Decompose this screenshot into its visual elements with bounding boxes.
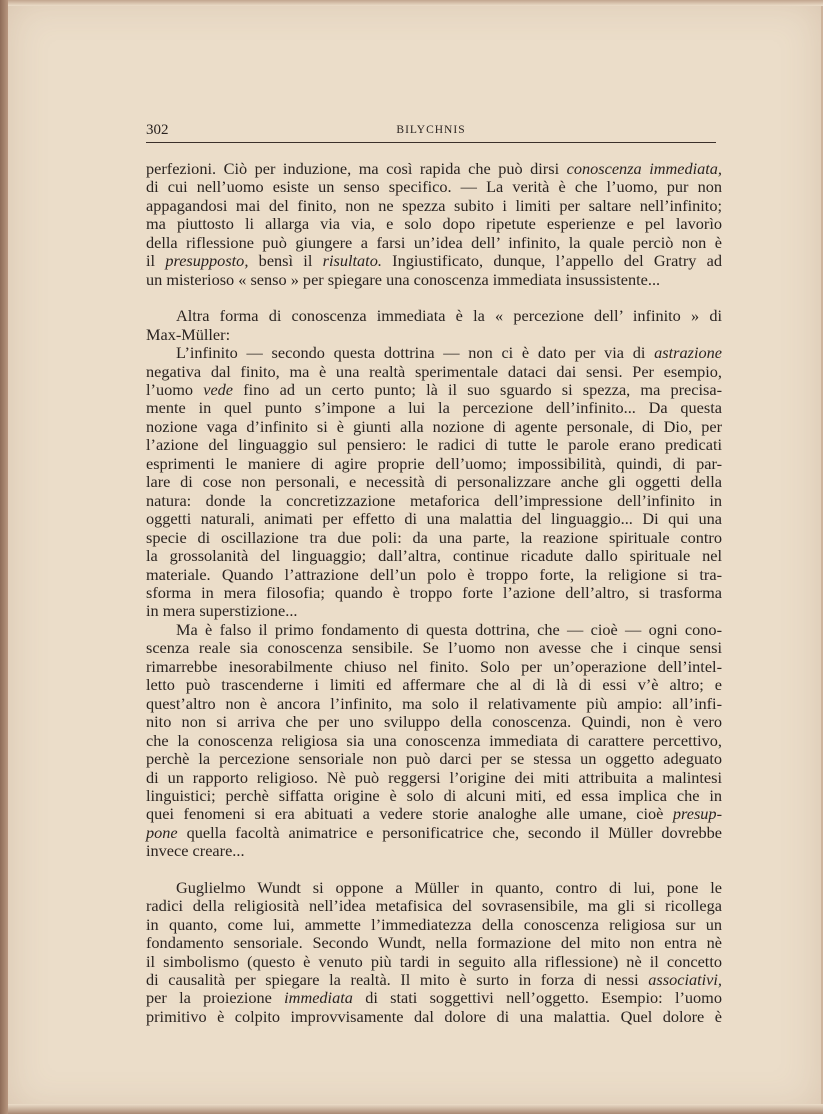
text-line: perfezioni. Ciò per induzione, ma così rapida che può dirsi conoscenza immediata, [146,159,723,178]
text-line: appagandosi mai del finito, non ne spezza subito i limiti per saltare nell’infinito; [146,195,722,215]
text-line: quei fenomeni si era abituati a vedere storie analoghe alle umane, cioè presup- [146,804,722,824]
text-line: letto può trascenderne i limiti ed affermare che al di là di essi v’è altro; e [146,675,722,695]
text-line: che la conoscenza religiosa sia una conoscenza immediata di carattere percettivo, [146,730,722,750]
paragraph-1 [146,160,722,289]
paragraph-5 [146,879,722,1027]
running-title: BILYCHNIS [396,124,466,136]
text-line: della riflessione può giungere a farsi un’idea dell’ infinito, la quale perciò non è [146,232,722,252]
text-line: mente in quel punto s’impone a lui la percezione dell’infinito... Da questa [146,398,722,418]
text-line: di un rapporto religioso. Nè può reggersi l’origine dei miti attribuita a malintesi [146,767,722,787]
text-line: natura: donde la concretizzazione metaforica dell’impressione dell’infinito in [146,490,722,510]
text-line: invece creare... [146,841,245,861]
text-line: il presupposto, bensì il risultato. Ingiustificato, dunque, l’appello del Gratry ad [146,251,723,271]
paragraph-3 [146,344,722,621]
paragraph-4 [146,621,722,861]
text-line: un misterioso « senso » per spiegare una conoscenza immediata insussistente... [146,269,661,289]
text-line: scenza reale sia conoscenza sensibile. Se l’uomo non avesse che i cinque sensi [146,638,722,658]
text-line: radici della religiosità nell’idea metafisica del sovrasensibile, ma gli si ricollega [146,896,722,916]
text-line: linguistici; perchè siffatta origine è solo di alcuni miti, ed essa implica che in [146,785,722,805]
text-line: nito non si arriva che per uno sviluppo della conoscenza. Quindi, non è vero [146,712,722,732]
running-header [146,122,716,142]
text-line: lare di cose non personali, e necessità di personalizzare anche gli oggetti della [146,472,722,492]
text-line: L’infinito — secondo questa dottrina — non ci è dato per via di astrazione [176,343,722,363]
text-line: Altra forma di conoscenza immediata è la « percezione dell’ infinito » di [176,306,722,326]
text-line: pone quella facoltà animatrice e personificatrice che, secondo il Müller dovrebbe [146,822,722,842]
page-edge-shadow [0,0,8,1114]
text-line: perchè la percezione sensoriale non può darci per se stessa un oggetto adeguato [146,749,722,769]
text-line: negativa dal finito, ma è una realtà sperimentale dataci dai sensi. Per esempio, [146,361,722,381]
text-line: l’azione del linguaggio sul pensiero: le radici di tutte le parole erano predicati [146,435,722,455]
text-line: per la proiezione immediata di stati soggettivi nell’oggetto. Esempio: l’uomo [146,988,722,1008]
body-text [146,160,722,1026]
text-line: in quanto, come lui, ammette l’immediatezza della conoscenza religiosa sur un [146,914,722,934]
text-line: sforma in mera filosofia; quando è troppo forte l’azione dell’altro, si trasforma [146,582,722,602]
text-line: materiale. Quando l’attrazione dell’un polo è troppo forte, la religione si tra- [146,564,722,584]
text-line: in mera superstizione... [146,601,298,621]
page-number: 302 [146,122,169,138]
paragraph-2 [146,307,722,344]
text-line: oggetti naturali, animati per effetto di una malattia del linguaggio... Di qui una [146,509,722,529]
text-line: specie di oscillazione tra due poli: da una parte, la reazione spirituale contro [146,527,722,547]
page-bottom-edge [8,1104,823,1114]
text-line: di cui nell’uomo esiste un senso specifico. — La verità è che l’uomo, pur non [146,177,722,197]
text-line: l’uomo vede fino ad un certo punto; là il suo sguardo si spezza, ma precisa- [146,379,723,399]
text-line: primitivo è colpito improvvisamente dal dolore di una malattia. Quel dolore è [146,1006,722,1026]
text-line: rimarrebbe inesorabilmente chiuso nel finito. Solo per un’operazione dell’intel- [146,656,722,676]
text-line: il simbolismo (questo è venuto più tardi in seguito alla riflessione) nè il concetto [146,951,722,971]
text-line: ma piuttosto li allarga via via, e solo dopo ripetute esperienze e pel lavorìo [146,214,722,234]
text-line: esprimenti le maniere di agire proprie dell’uomo; impossibilità, quindi, di par- [146,453,722,473]
text-line: Guglielmo Wundt si oppone a Müller in quanto, contro di lui, pone le [176,877,722,897]
page-top-edge [8,0,823,6]
text-line: Max-Müller: [146,324,231,344]
text-line: la grossolanità del linguaggio; dall’altra, continue ricadute dallo spirituale nel [146,546,722,566]
text-line: fondamento sensoriale. Secondo Wundt, nella formazione del mito non entra nè [146,933,722,953]
header-rule [146,142,716,143]
text-line: quest’altro non è ancora l’infinito, ma solo il relativamente più ampio: all’infi- [146,693,722,713]
text-line: di causalità per spiegare la realtà. Il mito è surto in forza di nessi associativi, [146,970,722,990]
text-line: nozione vaga d’infinito si è giunti alla nozione di agente personale, di Dio, per [146,416,722,436]
text-line: Ma è falso il primo fondamento di questa dottrina, che — cioè — ogni cono- [176,619,722,639]
